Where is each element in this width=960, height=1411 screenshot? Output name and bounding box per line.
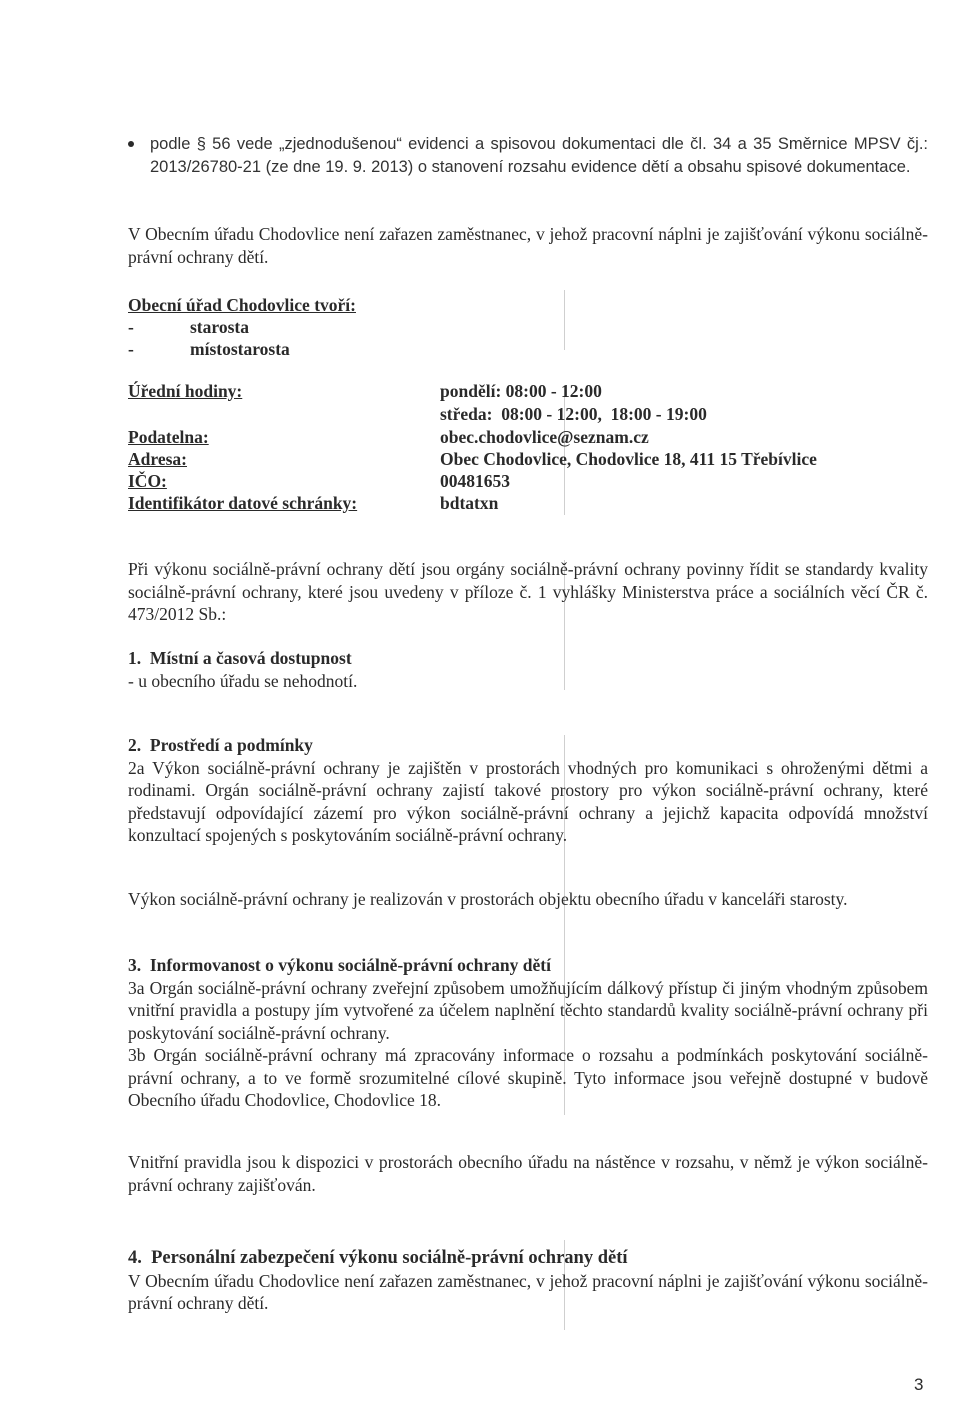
ico-value: 00481653 [440,471,510,491]
standards-intro: Při výkonu sociálně-právní ochrany dětí jsou orgány sociálně-právní ochrany povinny řídit se standardy kvality sociálně-právní ochrany, které jsou uvedeny v příloze č. 1 vyhlášky Ministerstva práce a sociálních věcí ČR č. 473/2012 Sb.: [128,559,928,624]
address-label: Adresa: [128,449,187,469]
section-1-text: - u obecního úřadu se nehodnotí. [128,670,358,691]
section-4-text: V Obecním úřadu Chodovlice není zařazen zaměstnanec, v jehož pracovní náplni je zajišťování výkonu sociálně-právní ochrany dětí. [128,1270,928,1313]
office-member: starosta [190,317,249,337]
address-value: Obec Chodovlice, Chodovlice 18, 411 15 Třebívlice [440,449,817,469]
hours-wednesday: středa: 08:00 - 12:00, 18:00 - 19:00 [440,404,707,424]
section-2 [128,734,928,847]
section-4 [128,1247,928,1315]
section-2-text-b: Výkon sociálně-právní ochrany je realizován v prostorách objektu obecního úřadu v kanceláři starosty. [128,889,848,909]
section-4-title: 4. Personální zabezpečení výkonu sociálně-právní ochrany dětí [128,1248,628,1268]
data-box-label: Identifikátor datové schránky: [128,493,358,513]
office-member-dash: - [128,317,134,337]
ico-label: IČO: [128,471,167,491]
data-box-value: bdtatxn [440,493,499,513]
hours-monday: pondělí: 08:00 - 12:00 [440,381,602,401]
podatelna-email: obec.chodovlice@seznam.cz [440,427,649,447]
section-3-text-b: 3b Orgán sociálně-právní ochrany má zpracovány informace o rozsahu a podmínkách poskytování sociálně-právní ochrany, a to ve formě srozumitelné cílové skupině. Tyto informace jsou veřejně dostupné v budově Obecního úřadu Chodovlice, Chodovlice 18. [128,1045,928,1110]
intro-paragraph: V Obecním úřadu Chodovlice není zařazen zaměstnanec, v jehož pracovní náplni je zajišťování výkonu sociálně-právní ochrany dětí. [128,224,928,267]
section-2-text-a: 2a Výkon sociálně-právní ochrany je zajištěn v prostorách vhodných pro komunikaci s ohroženými dětmi a rodinami. Orgán sociálně-právní ochrany zajistí takové prostory pro výkon sociálně-právní ochrany, které představují odpovídající zázemí pro výkon sociálně-právní ochrany a jejichž kapacita odpovídá množství konzultací spojených s poskytováním sociálně-právní ochrany. [128,757,928,845]
office-member: místostarosta [190,339,290,359]
bullet-dot-icon [128,141,134,147]
bullet-item [150,133,928,178]
podatelna-label: Podatelna: [128,427,209,447]
office-heading: Obecní úřad Chodovlice tvoří: [128,295,356,315]
scan-fold-line [564,290,565,350]
bullet-text: podle § 56 vede „zjednodušenou“ evidenci a spisovou dokumentaci dle čl. 34 a 35 Směrnice MPSV čj.: 2013/26780-21 (ze dne 19. 9. 2013) o stanovení rozsahu evidence dětí a obsahu spisové dokumentace. [150,135,928,176]
office-member-dash: - [128,339,134,359]
section-3-title: 3. Informovanost o výkonu sociálně-právní ochrany dětí [128,955,551,975]
section-2-title: 2. Prostředí a podmínky [128,735,313,755]
page-number: 3 [914,1375,924,1394]
section-1 [128,647,928,692]
section-3-text-c: Vnitřní pravidla jsou k dispozici v prostorách obecního úřadu na nástěnce v rozsahu, v němž je výkon sociálně-právní ochrany zajišťován. [128,1152,928,1195]
section-3-text-a: 3a Orgán sociálně-právní ochrany zveřejní způsobem umožňujícím dálkový přístup či jiným vhodným způsobem vnitřní pravidla a postupy jím vytvořené za účelem naplnění těchto standardů kvality sociálně-právní ochrany při poskytování sociálně-právní ochrany. [128,977,928,1043]
section-3 [128,954,928,1112]
hours-label: Úřední hodiny: [128,381,243,401]
section-1-title: 1. Místní a časová dostupnost [128,648,352,668]
